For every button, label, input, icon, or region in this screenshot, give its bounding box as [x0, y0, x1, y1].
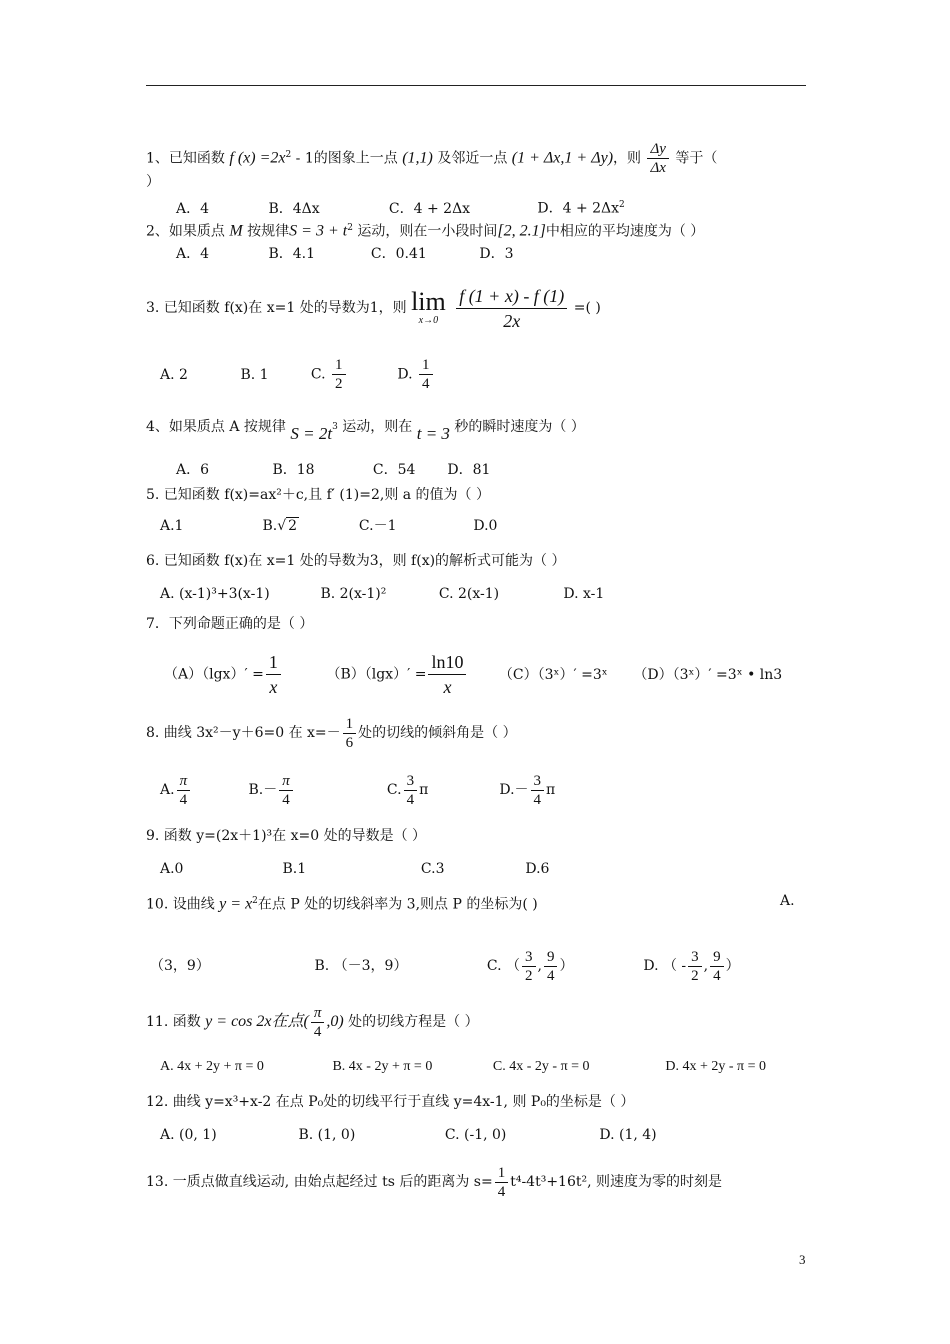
q7-text: 7．下列命题正确的是（ ）	[146, 616, 314, 632]
q10-d2-den: 4	[713, 967, 721, 984]
q2-rule: 按规律	[247, 223, 290, 240]
q10-c-frac2	[544, 948, 558, 985]
q2-point-m: M	[229, 222, 243, 240]
q11-option-a: A. 4x + 2y + π = 0	[160, 1059, 264, 1074]
q3-d-num: 1	[419, 356, 433, 375]
q11-option-c: C. 4x - 2y - π = 0	[492, 1059, 590, 1074]
q12-option-d: D. (1, 4)	[599, 1127, 657, 1143]
q10-d1-den: 2	[691, 967, 699, 984]
q8-num: 1	[343, 715, 357, 734]
q5-option-b-root: 2	[288, 518, 298, 534]
q7-a-den: x	[269, 677, 278, 697]
q13-fraction	[495, 1164, 509, 1201]
q6-option-a: A. (x-1)³+3(x-1)	[160, 586, 270, 602]
q5-options	[160, 516, 497, 536]
q8-c-num: 3	[404, 772, 418, 791]
q1-close-paren: ）	[146, 174, 160, 190]
q10-tail: 在点 P 处的切线斜率为 3,则点 P 的坐标为( )	[257, 896, 538, 913]
q2-option-d: D．3	[479, 246, 514, 262]
q1-option-d-text: D．4 + 2Δx	[537, 200, 620, 217]
q7-b-lead: （B）（lgx）′ =	[326, 666, 427, 683]
q13-lead: 13. 一质点做直线运动, 由始点起经过 ts 后的距离为 s=	[146, 1174, 493, 1190]
q3-fraction	[456, 284, 567, 333]
q2-law: S = 3 + t	[289, 222, 348, 240]
q3-frac-den: 2x	[503, 310, 521, 331]
q3-c-num: 1	[332, 356, 346, 375]
q10-a-text: A.	[780, 893, 795, 909]
q11-options	[160, 1056, 766, 1077]
q10-option-c: C. （ $\frac{3}{2}$ , $\frac{9}{4}$ ）	[486, 948, 574, 984]
q13-num: 1	[495, 1164, 509, 1183]
q7-option-d: （D）（3ˣ）′ =3ˣ • ln3	[633, 666, 783, 683]
q10-d-frac2	[710, 948, 724, 985]
q6-text: 6. 已知函数 f(x)在 x=1 处的导数为3，则 f(x)的解析式可能为（ ）	[146, 553, 566, 569]
q1-frac-num: Δy	[647, 140, 668, 159]
q11-tail: 处的切线方程是（ ）	[348, 1014, 479, 1030]
q2-end: 中相应的平均速度为（ ）	[545, 223, 705, 240]
q10-c2-den: 4	[546, 967, 555, 984]
q4-option-c: C．54	[372, 462, 416, 478]
q7-a-num: 1	[266, 650, 281, 675]
header-rule	[146, 85, 806, 86]
q9-option-c: C.3	[420, 861, 445, 877]
q2-options	[176, 244, 514, 264]
q4-time: t = 3	[416, 424, 450, 443]
q4-lead: 4、如果质点 A 按规律	[146, 419, 286, 435]
q7-option-b	[326, 650, 494, 699]
q4-tail: 秒的瞬时速度为（ ）	[454, 419, 585, 435]
q1-option-d: D．$4 + 2\Delta x^2$	[537, 200, 625, 217]
q5-option-a: A.1	[160, 518, 184, 534]
q11-num: π	[311, 1004, 325, 1023]
q7-options	[164, 650, 782, 699]
q2-option-c: C．0.41	[370, 246, 427, 262]
q10-c-label: C. （	[486, 958, 521, 974]
q8-d-tail: π	[546, 782, 556, 798]
q1-close	[146, 172, 160, 192]
q1-option-c: C．4 + 2Δx	[388, 200, 471, 217]
question-3	[146, 280, 601, 336]
q8-option-d	[499, 770, 555, 810]
q8-option-c	[387, 770, 495, 810]
q3-option-d-frac	[419, 356, 433, 393]
question-9	[146, 826, 426, 846]
q2-option-b: B．4.1	[268, 246, 316, 262]
q1-frac-den: Δx	[650, 160, 666, 176]
q7-a-frac	[266, 650, 281, 699]
q3-limit	[411, 289, 446, 327]
q10-d-frac1	[688, 948, 702, 985]
q8-den: 6	[345, 734, 354, 751]
q3-option-a: A. 2	[160, 366, 188, 383]
q5-option-b: B.√ 2	[262, 518, 298, 534]
q3-c-den: 2	[335, 376, 343, 392]
q3-option-b: B. 1	[240, 366, 269, 383]
q5-option-b-label: B.	[262, 518, 278, 534]
q2-lead: 2、如果质点	[146, 223, 225, 240]
q9-option-d: D.6	[525, 861, 550, 877]
q2-tail: 运动，则在一小段时间	[357, 223, 498, 240]
q8-lead: 8. 曲线 3x²－y＋6=0 在 x=－	[146, 725, 341, 741]
q9-options	[160, 859, 549, 879]
q10-option-a: （3，9）	[150, 958, 210, 974]
q9-text: 9. 函数 y=(2x＋1)³在 x=0 处的导数是（ ）	[146, 828, 427, 844]
q2-interval: [2, 2.1]	[497, 222, 546, 240]
q8-fraction	[343, 715, 357, 752]
q6-option-c: C. 2(x-1)	[438, 586, 500, 602]
q3-d-den: 4	[422, 376, 430, 392]
q10-d-label: D. （ -	[643, 958, 687, 974]
q8-a-frac	[177, 772, 191, 809]
q10-lead: 10. 设曲线	[146, 896, 215, 913]
question-2: 2、如果质点 M 按规律$S = 3 + t^2$ 运动，则在一小段时间[2, 2.1]中相应的平均速度为（ ）	[146, 222, 705, 240]
q12-option-c: C. (-1, 0)	[444, 1127, 507, 1143]
question-8	[146, 712, 517, 754]
q7-option-a	[164, 650, 322, 699]
q10-option-d: D. （ - $\frac{3}{2}$ , $\frac{9}{4}$ ）	[643, 948, 740, 984]
q3-lim-word: lim	[411, 287, 446, 316]
q3-option-c-label: C.	[310, 366, 326, 383]
question-7	[146, 614, 313, 634]
q9-option-a: A.0	[160, 861, 184, 877]
q3-lim-sub: x→0	[418, 315, 439, 326]
question-4: 4、如果质点 A 按规律 $S = 2t^3$ 运动，则在 t = 3 秒的瞬时速度为（ ）	[146, 419, 585, 443]
q10-c1-num: 3	[522, 948, 536, 967]
q10-option-b: B. （－3，9）	[314, 958, 408, 974]
question-12	[146, 1092, 634, 1112]
q1-tail: 等于（	[675, 150, 718, 167]
q1-option-a: A．4	[176, 200, 210, 217]
q6-options	[160, 584, 604, 604]
q2-option-a: A．4	[176, 246, 210, 262]
q3-option-d-label: D.	[397, 366, 413, 383]
q10-c-close: ）	[559, 958, 574, 974]
q10-d2-num: 9	[710, 948, 724, 967]
page-number: 3	[799, 1252, 806, 1267]
q8-b-label: B.－	[248, 782, 278, 798]
q8-d-label: D.－	[499, 782, 529, 798]
q10-curve: y = x	[219, 895, 253, 913]
q11-fraction	[311, 1004, 325, 1041]
q8-option-a	[160, 770, 244, 810]
q1-near-point: (1 + Δx,1 + Δy)	[511, 149, 614, 167]
q1-function: f (x) =2x	[229, 149, 286, 167]
q3-tail: =( )	[573, 300, 601, 316]
q8-option-b	[248, 770, 382, 810]
q4-middle: 运动，则在	[342, 419, 413, 435]
q11-option-b: B. 4x - 2y + π = 0	[332, 1059, 433, 1074]
q3-lead: 3. 已知函数 f(x)在 x=1 处的导数为1，则	[146, 300, 407, 316]
q5-option-c: C.－1	[358, 518, 397, 534]
q3-option-c-frac	[332, 356, 346, 393]
q8-a-den: 4	[179, 791, 188, 808]
q7-a-lead: （A）（lgx）′ =	[164, 666, 264, 683]
q11-den: 4	[313, 1023, 322, 1040]
q10-c-frac1	[522, 948, 536, 985]
q4-option-d: D．81	[447, 462, 491, 478]
q8-c-frac	[404, 772, 418, 809]
q8-c-label: C.	[386, 782, 402, 798]
q7-b-num: ln10	[428, 650, 466, 675]
q1-then: ，则	[613, 150, 642, 167]
q8-d-frac	[531, 772, 545, 809]
q13-tail: t⁴-4t³+16t², 则速度为零的时刻是	[510, 1174, 723, 1190]
q5-option-d: D.0	[473, 518, 498, 534]
q3-options	[160, 356, 435, 393]
q12-text: 12. 曲线 y=x³+x-2 在点 P₀处的切线平行于直线 y=4x-1, 则 P₀的坐标是（ ）	[146, 1094, 635, 1110]
q1-function-rest: - 1的图象上一点	[291, 150, 398, 167]
q10-c1-den: 2	[525, 967, 533, 984]
q11-point-close: ,0)	[326, 1013, 344, 1030]
question-13	[146, 1162, 722, 1202]
q7-b-frac	[428, 650, 466, 699]
question-5	[146, 485, 490, 505]
q8-a-label: A.	[160, 782, 175, 798]
q8-tail: 处的切线的倾斜角是（ ）	[358, 725, 517, 741]
q1-options	[176, 195, 625, 219]
q6-option-d: D. x-1	[563, 586, 605, 602]
q8-options	[160, 770, 555, 810]
q8-b-den: 4	[282, 791, 290, 808]
q13-den: 4	[497, 1183, 506, 1200]
q11-lead: 11. 函数	[146, 1014, 201, 1030]
q3-option-d	[397, 356, 434, 393]
q7-option-c: （C）（3ˣ）′ =3ˣ	[498, 666, 608, 683]
q11-option-d: D. 4x + 2y - π = 0	[665, 1059, 766, 1074]
q8-d-num: 3	[531, 772, 545, 791]
question-10: 10. 设曲线 $y = x^2$在点 P 处的切线斜率为 3,则点 P 的坐标为( )	[146, 895, 538, 913]
q12-options	[160, 1125, 657, 1145]
q1-option-b: B．4Δx	[268, 200, 320, 217]
q8-b-num: π	[279, 772, 293, 791]
q10-options	[150, 946, 740, 986]
q10-a-label	[780, 891, 795, 911]
q4-options	[176, 460, 490, 480]
q5-text: 5. 已知函数 f(x)=ax²＋c,且 f′ (1)=2,则 a 的值为（ ）	[146, 487, 491, 503]
q8-c-den: 4	[406, 791, 415, 808]
q10-d1-num: 3	[688, 948, 702, 967]
q1-middle: 及邻近一点	[437, 150, 508, 167]
question-6	[146, 551, 566, 571]
q8-b-frac	[279, 772, 293, 809]
q11-function: y = cos 2x在点(	[205, 1013, 309, 1030]
q4-law: S = 2t	[290, 424, 333, 443]
q12-option-a: A. (0, 1)	[160, 1127, 217, 1143]
q4-option-b: B．18	[272, 462, 315, 478]
q4-option-a: A．6	[176, 462, 210, 478]
q10-c2-num: 9	[544, 948, 558, 967]
q6-option-b: B. 2(x-1)²	[320, 586, 387, 602]
q8-d-den: 4	[533, 791, 542, 808]
q9-option-b: B.1	[282, 861, 307, 877]
q1-point: (1,1)	[402, 149, 433, 167]
q8-c-tail: π	[419, 782, 429, 798]
q1-fraction	[647, 140, 668, 177]
q3-option-c	[311, 356, 393, 393]
q12-option-b: B. (1, 0)	[298, 1127, 356, 1143]
q8-a-num: π	[177, 772, 191, 791]
q10-d-close: ）	[725, 958, 740, 974]
q7-b-den: x	[443, 677, 452, 697]
question-1: 1、已知函数 f $(x) =2x^2 - 1$的图象上一点 (1,1) 及邻近一点 (1 + Δx,1 + Δy)，则 $\frac{\Delta y}{\Delta x}$ 等于（	[146, 141, 718, 176]
q1-lead: 1、已知函数	[146, 150, 225, 167]
q3-frac-num: f (1 + x) - f (1)	[456, 284, 567, 309]
question-11	[146, 1002, 479, 1042]
